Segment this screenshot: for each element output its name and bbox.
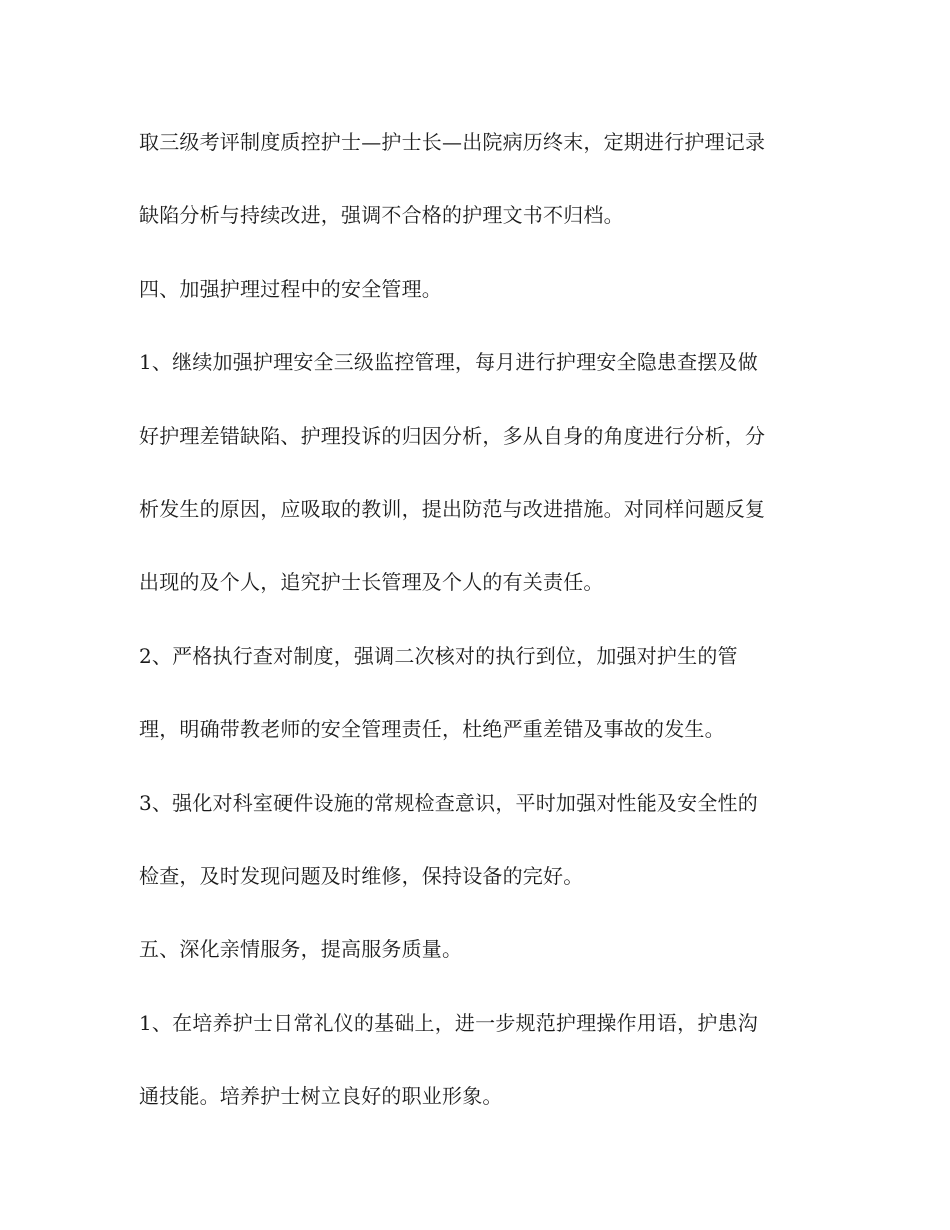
text-line: 析发生的原因，应吸取的教训，提出防范与改进措施。对同样问题反复 [139,497,766,521]
text-line: 1、在培养护士日常礼仪的基础上，进一步规范护理操作用语，护患沟 [139,1011,758,1035]
section-heading: 五、深化亲情服务，提高服务质量。 [139,937,463,961]
text-line: 检查，及时发现问题及时维修，保持设备的完好。 [139,864,584,888]
text-line: 2、严格执行查对制度，强调二次核对的执行到位，加强对护生的管 [139,644,738,668]
text-line: 出现的及个人，追究护士长管理及个人的有关责任。 [139,570,604,594]
text-line: 3、强化对科室硬件设施的常规检查意识，平时加强对性能及安全性的 [139,791,758,815]
text-line: 好护理差错缺陷、护理投诉的归因分析，多从自身的角度进行分析，分 [139,424,766,448]
text-line: 理，明确带教老师的安全管理责任，杜绝严重差错及事故的发生。 [139,717,725,741]
text-line: 通技能。培养护士树立良好的职业形象。 [139,1084,503,1108]
text-line: 1、继续加强护理安全三级监控管理，每月进行护理安全隐患查摆及做 [139,350,758,374]
text-line: 取三级考评制度质控护士—护士长—出院病历终末，定期进行护理记录 [139,130,766,154]
section-heading: 四、加强护理过程中的安全管理。 [139,277,442,301]
text-line: 缺陷分析与持续改进，强调不合格的护理文书不归档。 [139,203,624,227]
